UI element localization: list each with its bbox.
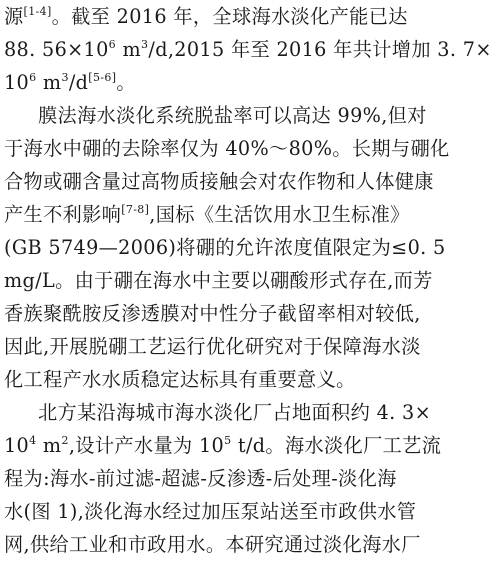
text-line: 香族聚酰胺反渗透膜对中性分子截留率相对较低, xyxy=(4,302,421,325)
text-line xyxy=(4,0,434,33)
superscript: 2 xyxy=(61,434,69,447)
text-span: ,设计产水量为 10 xyxy=(68,434,225,457)
text-line: 程为:海水-前过滤-超滤-反渗透-后处理-淡化海 xyxy=(4,467,397,490)
text-line xyxy=(4,198,434,231)
text-span: m xyxy=(36,71,62,94)
citation-ref: [7-8] xyxy=(121,203,150,216)
superscript: 6 xyxy=(108,38,117,51)
text-line: 合物或硼含量过高物质接触会对农作物和人体健康 xyxy=(4,170,434,193)
text-line xyxy=(4,429,442,462)
text-line: 网,供给工业和市政用水。本研究通过淡化海水厂 xyxy=(4,533,421,556)
text-span: 。 xyxy=(116,71,136,94)
text-line: (GB 5749—2006)将硼的允许浓度值限定为≤0. 5 xyxy=(4,236,446,259)
text-line: 于海水中硼的去除率仅为 40%～80%。长期与硼化 xyxy=(4,137,450,160)
text-span: ,国标《生活饮用水卫生标准》 xyxy=(149,203,410,226)
text-span: 10 xyxy=(4,434,30,457)
text-span: /d xyxy=(68,71,89,94)
paragraph-first-line: 北方某沿海城市海水淡化厂占地面积约 4. 3× xyxy=(38,401,432,424)
text-span: 源 xyxy=(4,5,24,28)
superscript: 6 xyxy=(29,71,37,84)
superscript: 4 xyxy=(29,434,37,447)
text-line: 水(图 1),淡化海水经过加压泵站送至市政供水管 xyxy=(4,500,417,523)
text-span: 。截至 2016 年，全球海水淡化产能已达 xyxy=(51,5,408,28)
text-line: mg/L。由于硼在海水中主要以硼酸形式存在,而芳 xyxy=(4,269,433,292)
text-span: m xyxy=(36,434,62,457)
superscript: 3 xyxy=(141,38,149,51)
text-line xyxy=(4,33,492,66)
superscript: 5 xyxy=(224,434,232,447)
text-span: 88. 56×10 xyxy=(4,38,109,61)
text-span: m xyxy=(116,38,142,61)
paragraph-first-line: 膜法海水淡化系统脱盐率可以高达 99%,但对 xyxy=(38,104,427,127)
text-span: 产生不利影响 xyxy=(4,203,122,226)
text-span: t/d。海水淡化厂工艺流 xyxy=(231,434,442,457)
text-line xyxy=(4,66,434,99)
superscript: 3 xyxy=(61,71,69,84)
text-span: 10 xyxy=(4,71,30,94)
text-line: 因此,开展脱硼工艺运行优化研究对于保障海水淡 xyxy=(4,335,421,358)
text-span: /d,2015 年至 2016 年共计增加 3. 7× xyxy=(148,38,492,61)
citation-ref: [1-4] xyxy=(23,5,52,18)
text-line: 化工程产水水质稳定达标具有重要意义。 xyxy=(4,368,356,391)
citation-ref: [5-6] xyxy=(88,71,117,84)
